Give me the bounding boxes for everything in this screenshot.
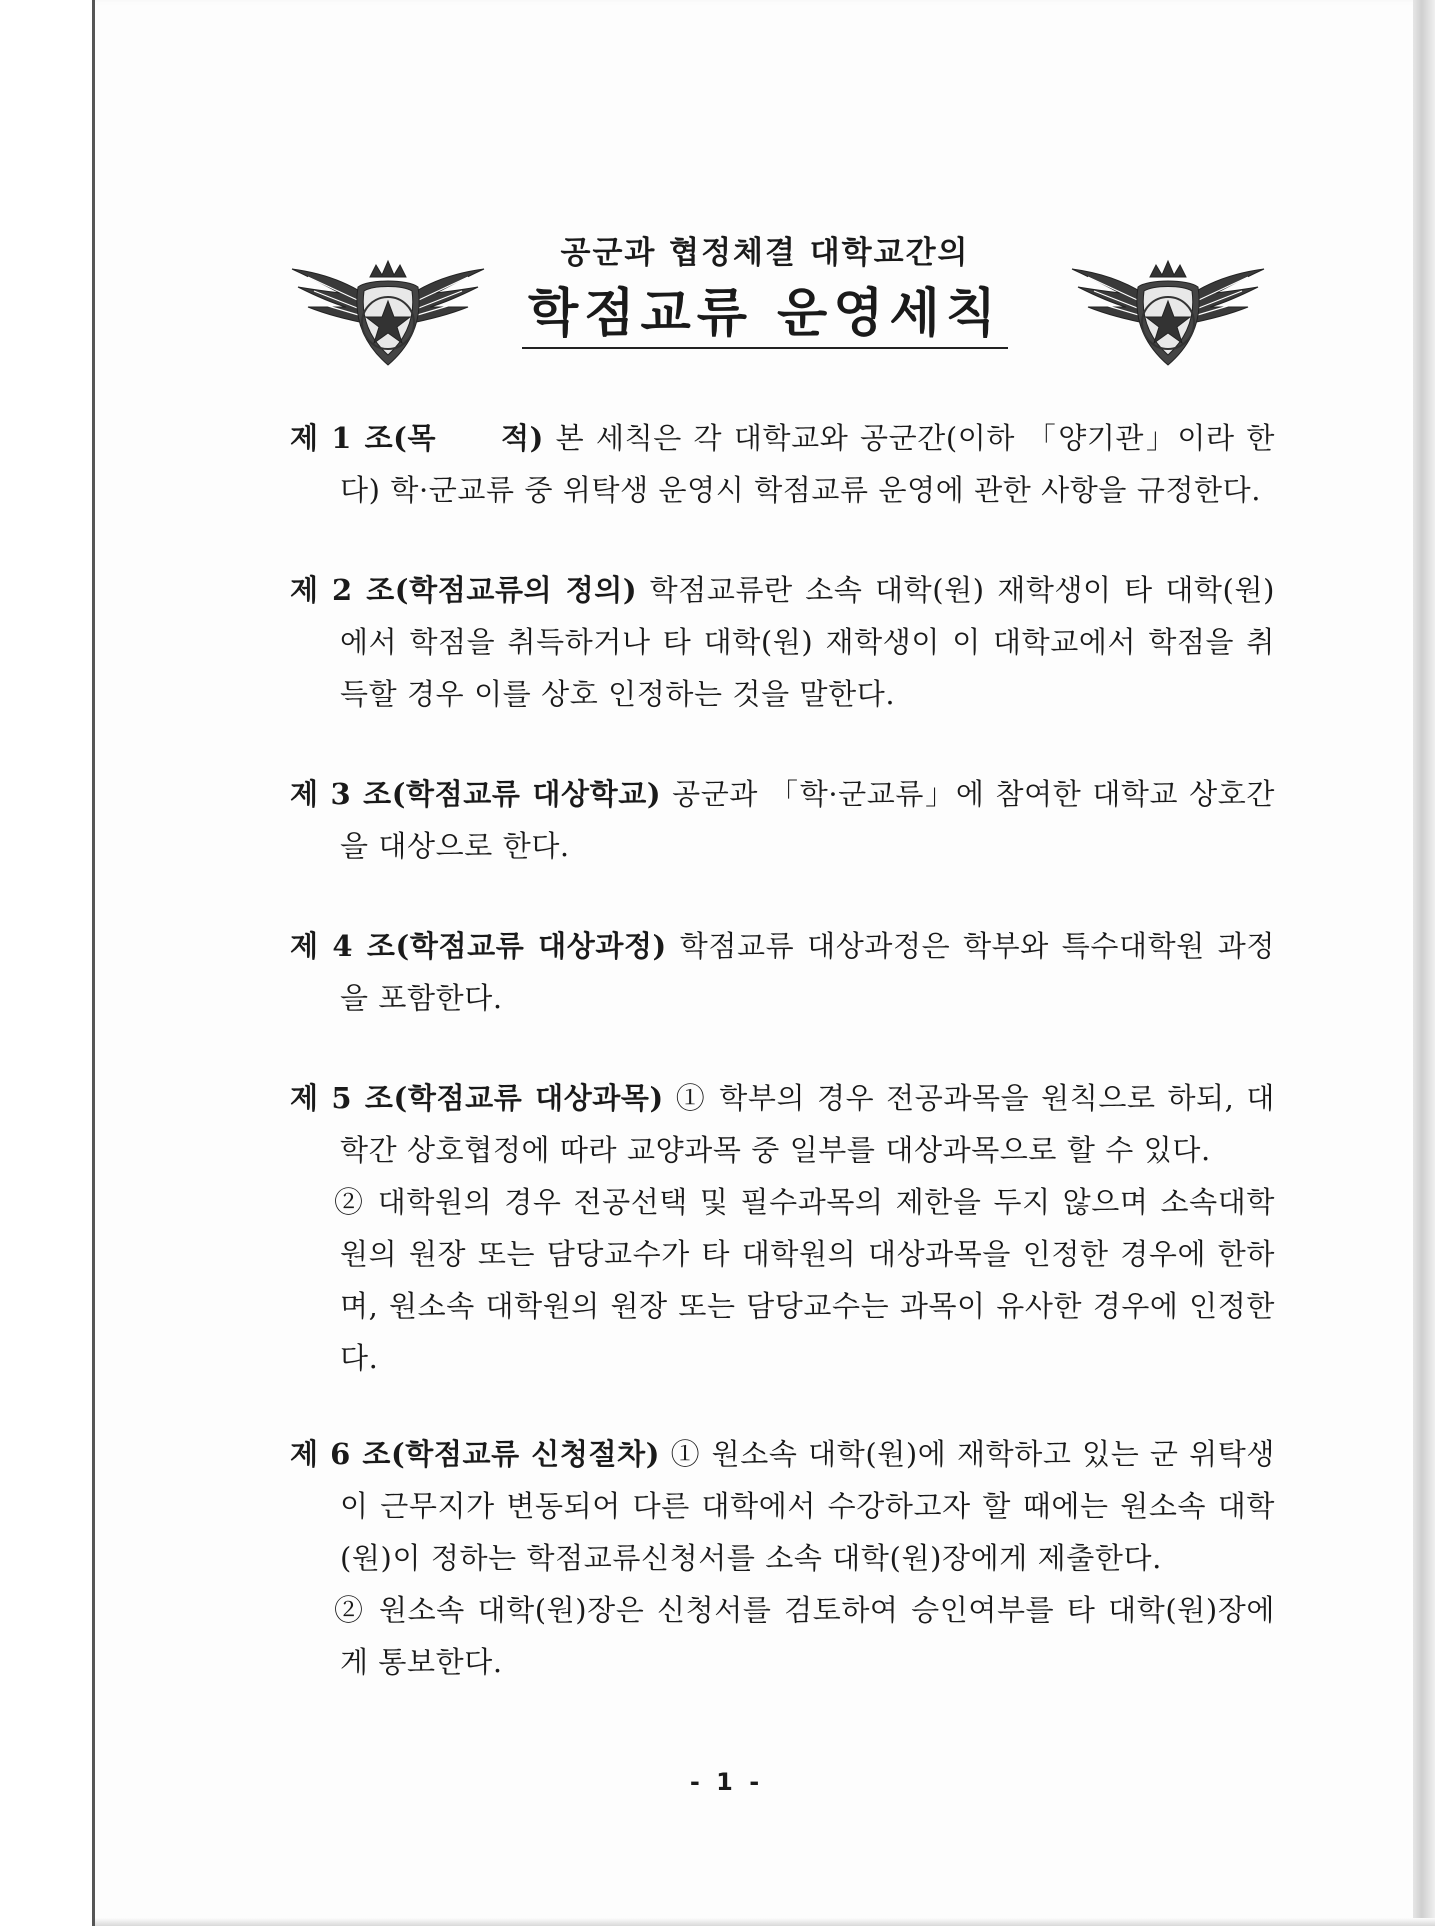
article-heading: 제 4 조(학점교류 대상과정) [290,929,667,963]
article-3 [290,768,1275,872]
article-text: ① 학부의 경우 전공과목을 원칙으로 하되, 대학간 상호협정에 따라 교양과목 중 일부를 대상과목으로 할 수 있다. [340,1081,1275,1167]
air-force-emblem-icon [288,253,488,373]
page-bottom-shadow [95,1918,1435,1926]
document-header [0,215,1453,365]
title-block [500,215,1030,349]
article-sub-paragraph: ② 대학원의 경우 전공선택 및 필수과목의 제한을 두지 않으며 소속대학원의 원장 또는 담당교수가 타 대학원의 대상과목을 인정한 경우에 한하며, 원소속 대학원의 원장 또는 담당교수는 과목이 유사한 경우에 인정한다. [334,1185,1275,1375]
article-heading: 제 2 조(학점교류의 정의) [290,573,638,607]
article-heading: 제 6 조(학점교류 신청절차) [290,1437,661,1471]
article-heading: 제 3 조(학점교류 대상학교) [290,777,662,811]
article-heading: 제 1 조(목 적) [290,421,544,455]
article-2 [290,564,1275,720]
document-subtitle: 공군과 협정체결 대학교간의 [560,235,970,271]
document-title: 학점교류 운영세칙 [522,283,1008,349]
article-text: 공군과 「학·군교류」에 참여한 대학교 상호간을 대상으로 한다. [340,777,1275,863]
article-text: 학점교류 대상과정은 학부와 특수대학원 과정을 포함한다. [340,929,1275,1015]
articles-body [290,412,1275,1688]
article-5 [290,1072,1275,1384]
article-sub-paragraph: ② 원소속 대학(원)장은 신청서를 검토하여 승인여부를 타 대학(원)장에게 통보한다. [334,1593,1275,1679]
article-6 [290,1428,1275,1688]
article-text: ① 원소속 대학(원)에 재학하고 있는 군 위탁생이 근무지가 변동되어 다른 대학에서 수강하고자 할 때에는 원소속 대학(원)이 정하는 학점교류신청서를 소속 대학(원)장에게 제출한다. [340,1437,1275,1575]
article-text: 본 세칙은 각 대학교와 공군간(이하 「양기관」이라 한다) 학·군교류 중 위탁생 운영시 학점교류 운영에 관한 사항을 규정한다. [340,421,1275,507]
air-force-emblem-icon [1068,253,1268,373]
article-text: 학점교류란 소속 대학(원) 재학생이 타 대학(원)에서 학점을 취득하거나 타 대학(원) 재학생이 이 대학교에서 학점을 취득할 경우 이를 상호 인정하는 것을 말한다. [340,573,1275,711]
article-1 [290,412,1275,516]
article-heading: 제 5 조(학점교류 대상과목) [290,1081,664,1115]
page-number: - 1 - [689,1768,764,1796]
article-4 [290,920,1275,1024]
